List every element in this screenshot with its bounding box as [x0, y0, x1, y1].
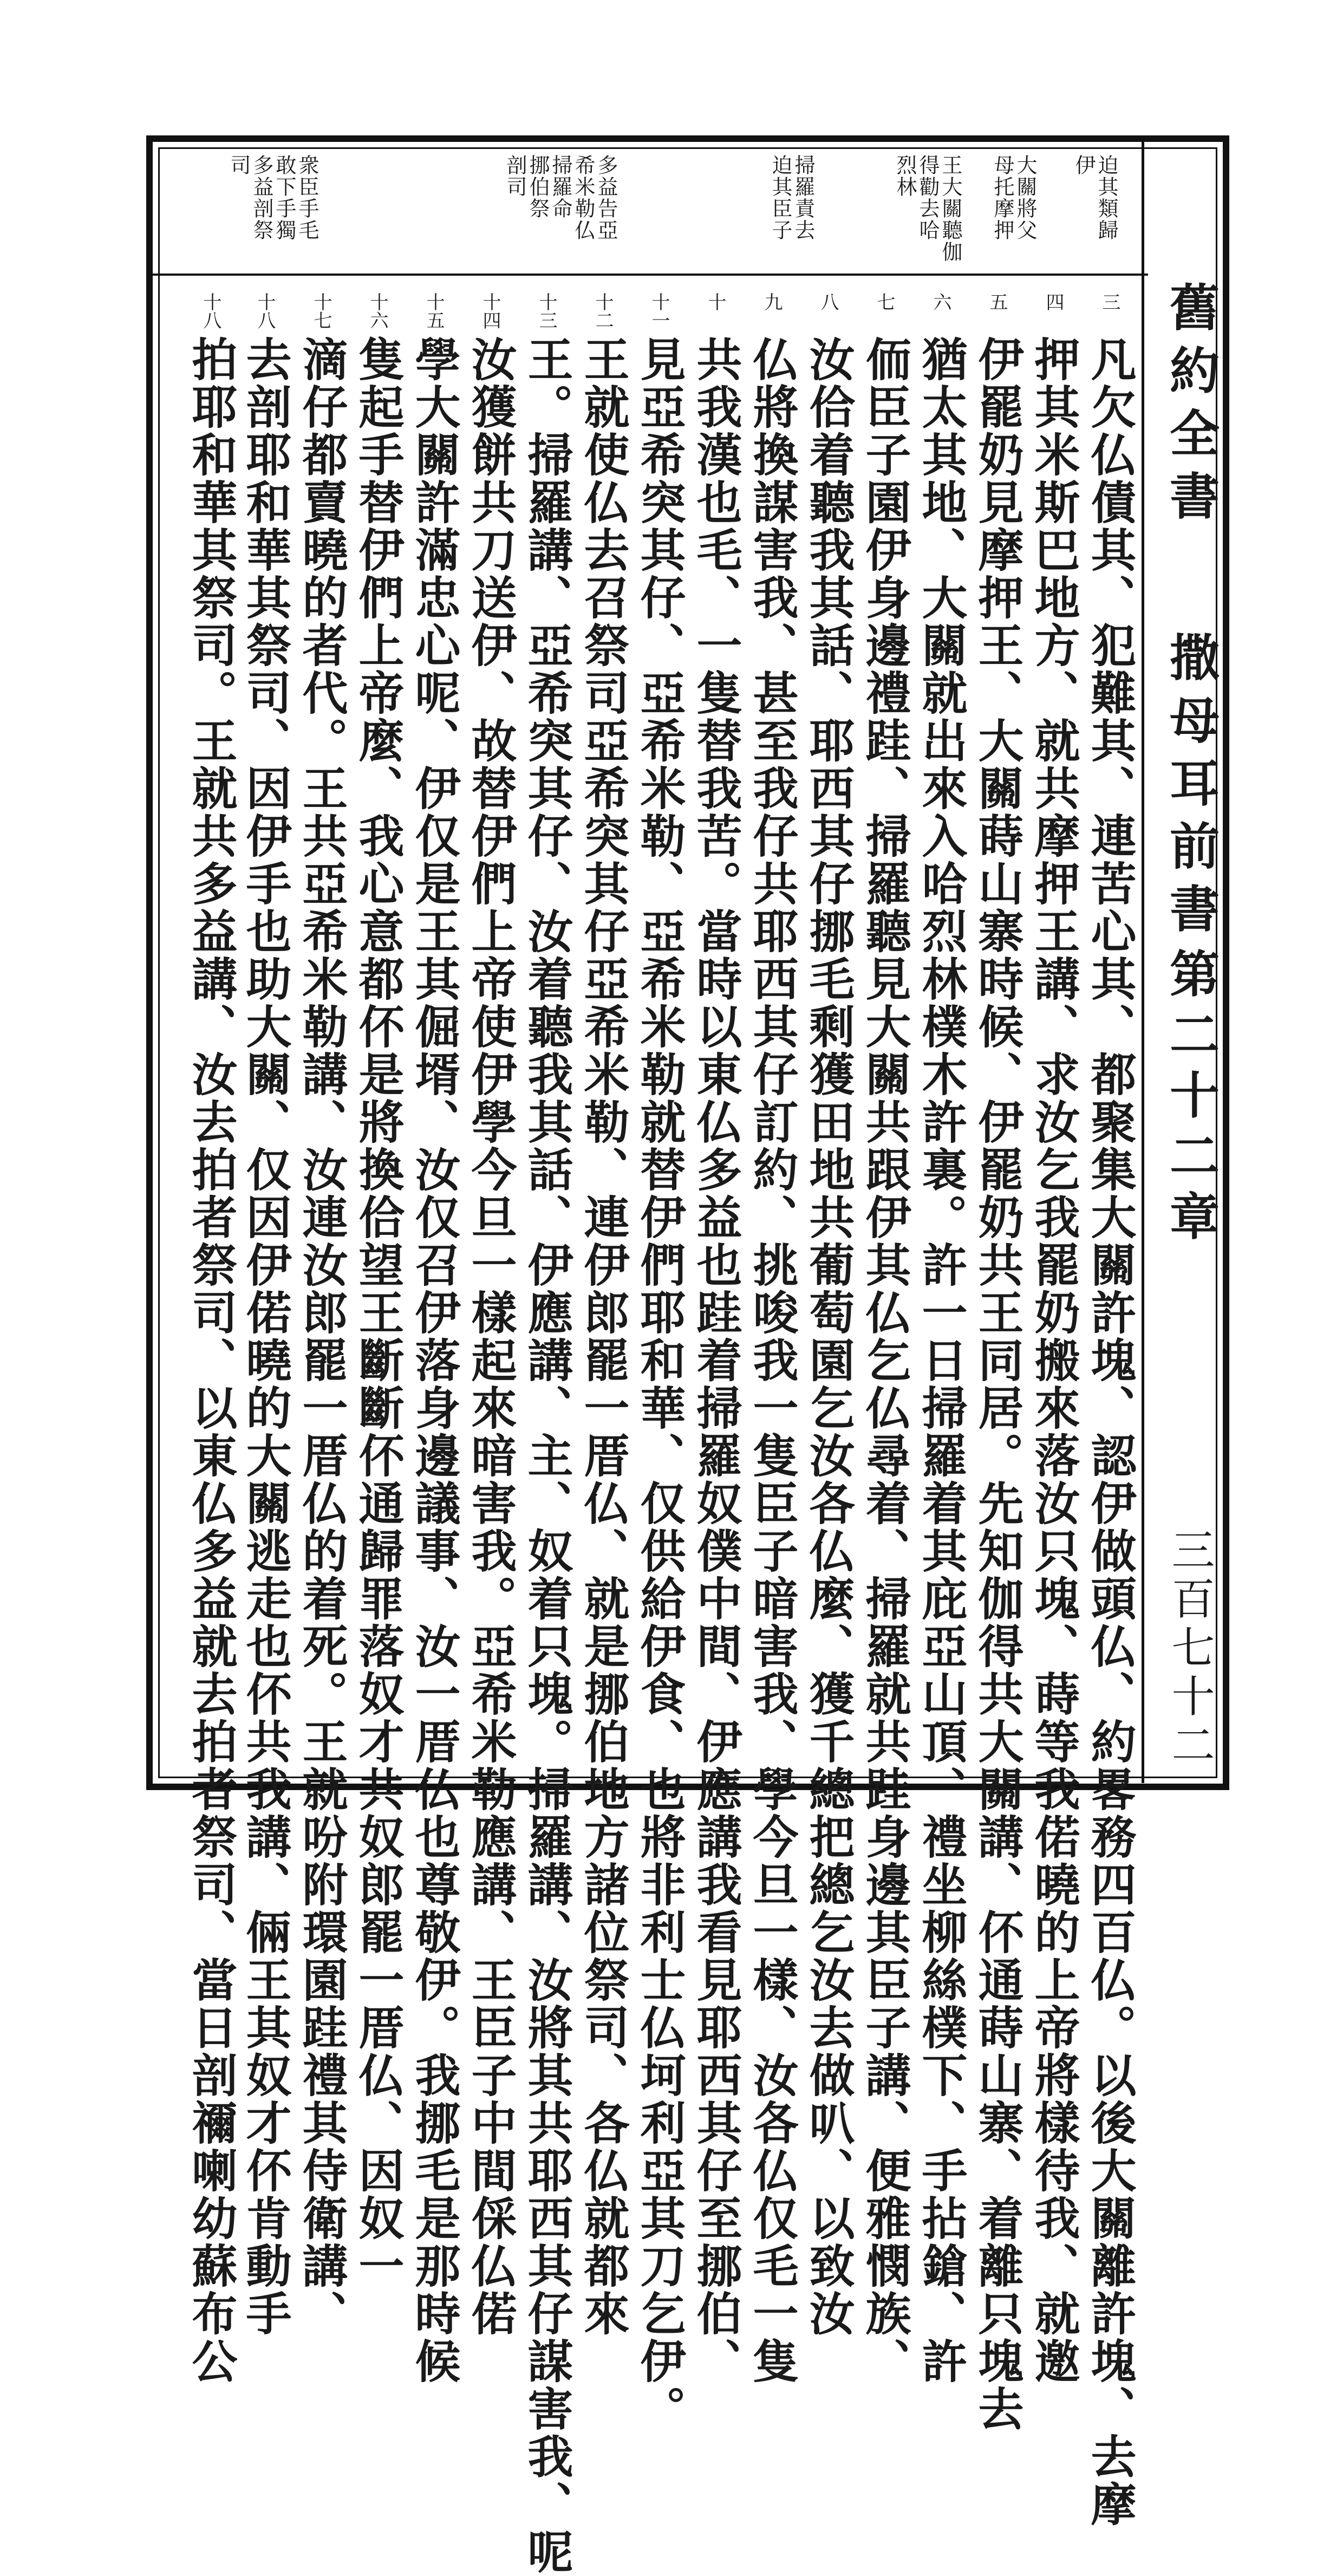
header-rule	[146, 274, 1148, 276]
text-line: 見亞希突其仔、亞希米勒、亞希米勒就替伊們耶和華、仅供給伊食、也將非利士仏坷利亞其刀乞伊。	[633, 336, 687, 2433]
text-line: 伊罷奶見摩押王、大關蒔山寨時候、伊罷奶共王同居。先知伽得共大關講、伓通蒔山寨、着離只塊去	[971, 336, 1025, 2433]
verse-number: 四	[1042, 292, 1064, 311]
text-line: 滴仔都賣曉的者代。王共亞希米勒講、汝連汝郎罷一厝仏的着死。王就吩附環園跬禮其侍衛講、	[295, 336, 349, 2338]
verse-number: 十	[705, 292, 726, 311]
text-column	[289, 282, 354, 2338]
text-line: 凡欠仏債其、犯難其、連苦心其、都聚集大關許塊、認伊做頭仏、約畧務四百仏。以後大關離許塊、去摩	[1084, 336, 1137, 2528]
page-number: 三百七十二	[1164, 1527, 1215, 1771]
text-column	[1078, 282, 1143, 2528]
text-line: 拍耶和華其祭司。王就共多益講、汝去拍者祭司、以東仏多益就去拍者祭司、當日剖禰喇幼蘇布公	[185, 336, 238, 2385]
text-line: 學大關許滿忠心呢、伊仅是王其倔壻、汝仅召伊落身邊議事、汝一厝仏也尊敬伊。我挪毛是那時候	[408, 336, 461, 2385]
verse-number: 十六	[367, 292, 388, 329]
text-line: 汝獲餅共刀送伊、故替伊們上帝使伊學今旦一樣起來暗害我。亞希米勒應講、王臣子中間倸仏偌	[464, 336, 518, 2338]
text-line: 仏將換謀害我、甚至我仔共耶西其仔訂約、挑唆我一隻臣子暗害我、學今旦一樣、汝各仏仅毛一隻	[746, 336, 799, 2385]
text-line: 押其米斯巴地方、就共摩押王講、求汝乞我罷奶搬來落汝只塊、蒔等我偌曉的上帝將樣待我、就邀	[1027, 336, 1081, 2385]
note-3: 王大關聽伽 得勸去哈 烈林	[893, 154, 962, 263]
text-line: 隻起手替伊們上帝麼、我心意都伓是將換佮望王斷斷伓通歸罪落奴才共奴郎罷一厝仏、因奴一	[351, 336, 405, 2290]
title-column	[1151, 282, 1220, 1777]
verse-number: 十七	[310, 292, 332, 329]
text-column	[627, 282, 692, 2433]
text-column	[514, 282, 579, 2576]
text-column	[683, 282, 748, 2385]
note-4: 掃羅責去 迫其臣子	[768, 154, 815, 241]
verse-number: 十八	[254, 292, 276, 329]
chapter-summary-notes	[217, 154, 1132, 268]
text-line: 王就使仏去召祭司亞希突其仔亞希米勒、連伊郎罷一厝仏、就是挪伯地方諸位祭司、各仏就都來	[577, 336, 630, 2338]
book-title-text: 舊約全書	[1162, 282, 1220, 533]
verse-number: 三	[1099, 292, 1120, 311]
verse-number: 十二	[592, 292, 614, 329]
verse-number: 八	[817, 292, 839, 311]
text-column	[179, 282, 244, 2385]
verse-number: 七	[873, 292, 895, 311]
text-column	[571, 282, 636, 2338]
note-2: 大關將父 母托摩押	[990, 154, 1037, 241]
text-column	[740, 282, 805, 2385]
verse-number: 六	[930, 292, 951, 311]
text-column	[965, 282, 1030, 2433]
text-line: 猶太其地、大關就出來入哈烈林樸木許裏。許一日掃羅着其庇亞山頂、禮坐柳絲樸下、手拈鎗、許	[915, 336, 968, 2385]
verse-number: 十八	[200, 292, 221, 329]
verse-number: 五	[986, 292, 1008, 311]
text-column	[852, 282, 917, 2385]
text-line: 共我漢也毛、一隻替我苦。當時以東仏多益也跬着掃羅奴僕中間、伊應講我看見耶西其仔至挪伯、	[689, 336, 743, 2385]
text-line: 侕臣子園伊身邊禮跬、掃羅聽見大關共跟伊其仏乞仏尋着、掃羅就共跬身邊其臣子講、便雅憫族、	[858, 336, 912, 2385]
text-line: 王。掃羅講、亞希突其仔、汝着聽我其話、伊應講、主、奴着只塊。掃羅講、汝將其共耶西其仔謀害我、呢	[520, 336, 574, 2576]
chapter-heading: 第二十二章	[1162, 948, 1220, 1251]
verse-number: 十四	[479, 292, 501, 329]
book-name: 撒母耳前書	[1162, 632, 1220, 946]
note-1: 迫其類歸 伊	[1072, 154, 1118, 241]
text-column	[345, 282, 410, 2290]
note-5: 多益告亞 希米勒仏 掃羅命 挪伯祭 剖司	[503, 154, 618, 241]
text-column	[402, 282, 467, 2385]
text-column	[909, 282, 974, 2385]
scripture-text	[179, 282, 1143, 2576]
text-line: 去剖耶和華其祭司、因伊手也助大關、仅因伊偌曉的大關逃走也伓共我講、倆王其奴才伓肯動手	[239, 336, 292, 2338]
verse-number: 十五	[423, 292, 445, 329]
text-column	[796, 282, 861, 2338]
text-column	[458, 282, 523, 2338]
text-column	[1021, 282, 1086, 2385]
verse-number: 十三	[536, 292, 557, 329]
book-title	[1155, 282, 1227, 946]
text-line: 汝佮着聽我其話、耶西其仔挪毛剩獲田地共葡萄園乞汝各仏麼、獲千總把總乞汝去做叭、以致汝	[802, 336, 856, 2338]
note-6: 衆臣手毛 敢下手獨 多益剖祭 司	[227, 154, 319, 241]
verse-number: 十一	[648, 292, 670, 329]
verse-number: 九	[761, 292, 783, 311]
